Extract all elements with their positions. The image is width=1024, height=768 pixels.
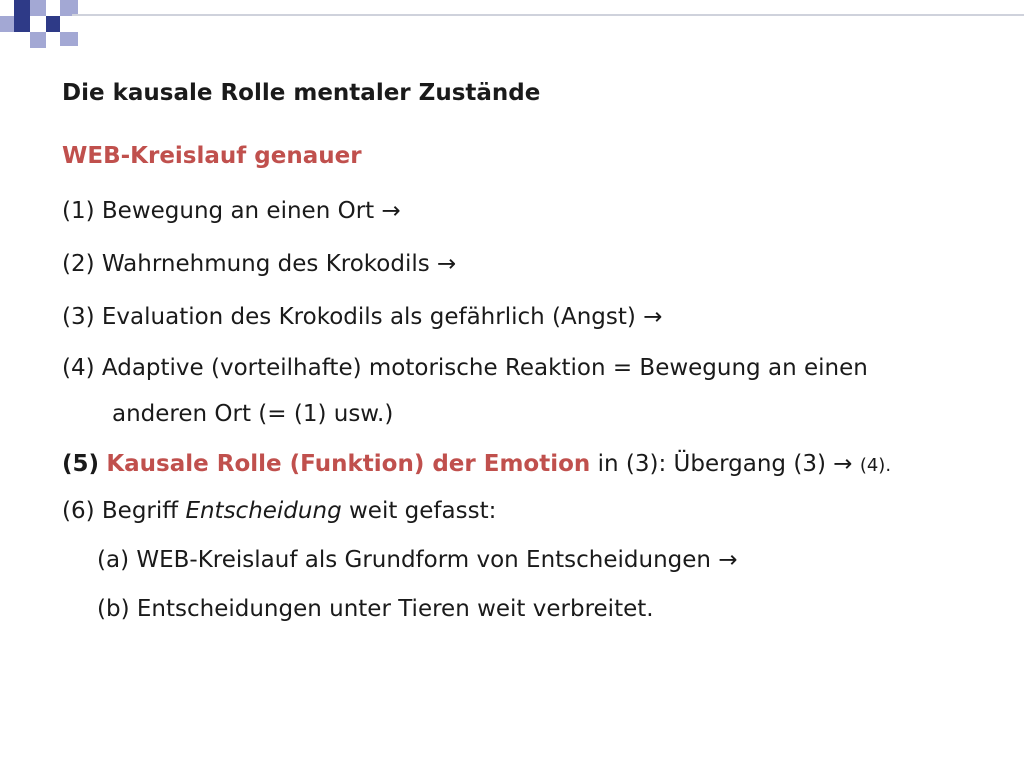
list-item-2: (2) Wahrnehmung des Krokodils → <box>62 251 457 277</box>
list-item-6b: (b) Entscheidungen unter Tieren weit verbreitet. <box>97 596 654 622</box>
list-item-5 <box>62 450 891 480</box>
list-item-5-end: (4). <box>859 455 892 476</box>
slide-subtitle: WEB-Kreislauf genauer <box>62 143 362 169</box>
list-item-6 <box>62 497 496 525</box>
slide-title: Die kausale Rolle mentaler Zustände <box>62 80 541 106</box>
list-item-3: (3) Evaluation des Krokodils als gefährlich (Angst) → <box>62 304 663 330</box>
list-item-5-highlight: Kausale Rolle (Funktion) der Emotion <box>106 451 591 477</box>
decoration-square <box>30 32 46 48</box>
list-item-5-number: (5) <box>62 451 100 477</box>
list-item-1: (1) Bewegung an einen Ort → <box>62 198 401 224</box>
decoration-square <box>14 16 30 32</box>
list-item-4-line-2: anderen Ort (= (1) usw.) <box>112 401 394 427</box>
list-item-4-line-1: (4) Adaptive (vorteilhafte) motorische Reaktion = Bewegung an einen <box>62 355 868 381</box>
decoration-square <box>30 0 46 16</box>
list-item-6-text: weit gefasst: <box>348 498 497 524</box>
decoration-square <box>0 16 14 32</box>
list-item-6-prefix: (6) Begriff <box>62 498 179 524</box>
decoration-square <box>14 0 30 16</box>
decoration-square <box>60 32 78 46</box>
decoration-square <box>46 16 60 32</box>
list-item-5-text: in (3): Übergang (3) → <box>597 451 853 477</box>
list-item-6-italic: Entscheidung <box>185 498 342 524</box>
header-rule <box>72 14 1024 16</box>
list-item-6a: (a) WEB-Kreislauf als Grundform von Entscheidungen → <box>97 547 738 573</box>
